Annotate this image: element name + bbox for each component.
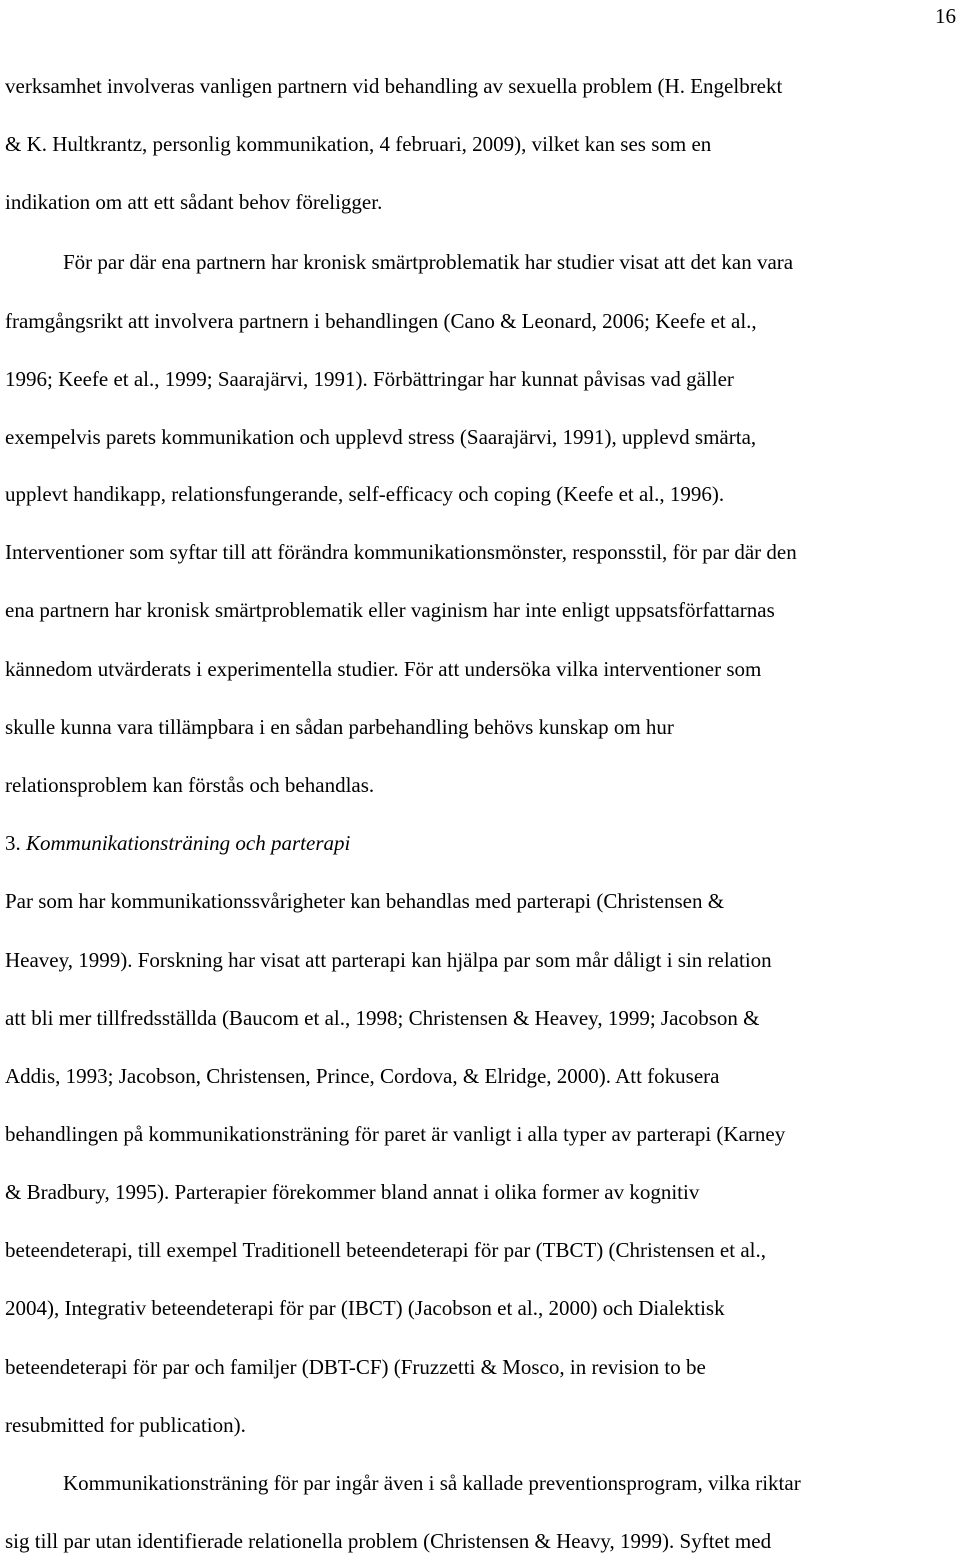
text-line: 2004), Integrativ beteendeterapi för par (IBCT) (Jacobson et al., 2000) och Dialektisk xyxy=(5,1296,725,1320)
text-line: exempelvis parets kommunikation och upplevd stress (Saarajärvi, 1991), upplevd smärta, xyxy=(5,425,757,449)
text-line: Kommunikationsträning för par ingår även i så kallade preventionsprogram, vilka riktar xyxy=(63,1471,801,1495)
text-line: & Bradbury, 1995). Parterapier förekommer bland annat i olika former av kognitiv xyxy=(5,1180,700,1204)
section-heading xyxy=(5,829,350,857)
section-heading-title: Kommunikationsträning och parterapi xyxy=(26,831,351,855)
text-line: Interventioner som syftar till att förändra kommunikationsmönster, responsstil, för par där den xyxy=(5,540,797,564)
text-line: Par som har kommunikationssvårigheter kan behandlas med parterapi (Christensen & xyxy=(5,889,725,913)
text-line: beteendeterapi för par och familjer (DBT-CF) (Fruzzetti & Mosco, in revision to be xyxy=(5,1355,706,1379)
text-line: kännedom utvärderats i experimentella studier. För att undersöka vilka interventioner som xyxy=(5,657,762,681)
text-line: att bli mer tillfredsställda (Baucom et al., 1998; Christensen & Heavey, 1999; Jacobson & xyxy=(5,1006,760,1030)
text-line: upplevt handikapp, relationsfungerande, self-efficacy och coping (Keefe et al., 1996). xyxy=(5,482,725,506)
text-line: beteendeterapi, till exempel Traditionell beteendeterapi för par (TBCT) (Christensen et al., xyxy=(5,1238,766,1262)
text-line: behandlingen på kommunikationsträning för paret är vanligt i alla typer av parterapi (Karney xyxy=(5,1122,786,1146)
text-line: resubmitted for publication). xyxy=(5,1413,246,1437)
text-line: ena partnern har kronisk smärtproblematik eller vaginism har inte enligt uppsatsförfattarnas xyxy=(5,598,775,622)
text-line: & K. Hultkrantz, personlig kommunikation, 4 februari, 2009), vilket kan ses som en xyxy=(5,132,712,156)
text-line: För par där ena partnern har kronisk smärtproblematik har studier visat att det kan vara xyxy=(63,250,794,274)
text-line: relationsproblem kan förstås och behandlas. xyxy=(5,773,375,797)
page-number: 16 xyxy=(935,4,956,28)
text-line: indikation om att ett sådant behov föreligger. xyxy=(5,190,383,214)
text-line: Heavey, 1999). Forskning har visat att parterapi kan hjälpa par som mår dåligt i sin relation xyxy=(5,948,772,972)
text-line: verksamhet involveras vanligen partnern vid behandling av sexuella problem (H. Engelbrekt xyxy=(5,74,783,98)
text-line: skulle kunna vara tillämpbara i en sådan parbehandling behövs kunskap om hur xyxy=(5,715,674,739)
text-line: 1996; Keefe et al., 1999; Saarajärvi, 1991). Förbättringar har kunnat påvisas vad gäller xyxy=(5,367,734,391)
text-line: sig till par utan identifierade relationella problem (Christensen & Heavy, 1999). Syftet med xyxy=(5,1529,772,1553)
text-line: framgångsrikt att involvera partnern i behandlingen (Cano & Leonard, 2006; Keefe et al., xyxy=(5,309,757,333)
section-heading-number: 3. xyxy=(5,831,21,855)
text-line: Addis, 1993; Jacobson, Christensen, Prince, Cordova, & Elridge, 2000). Att fokusera xyxy=(5,1064,720,1088)
